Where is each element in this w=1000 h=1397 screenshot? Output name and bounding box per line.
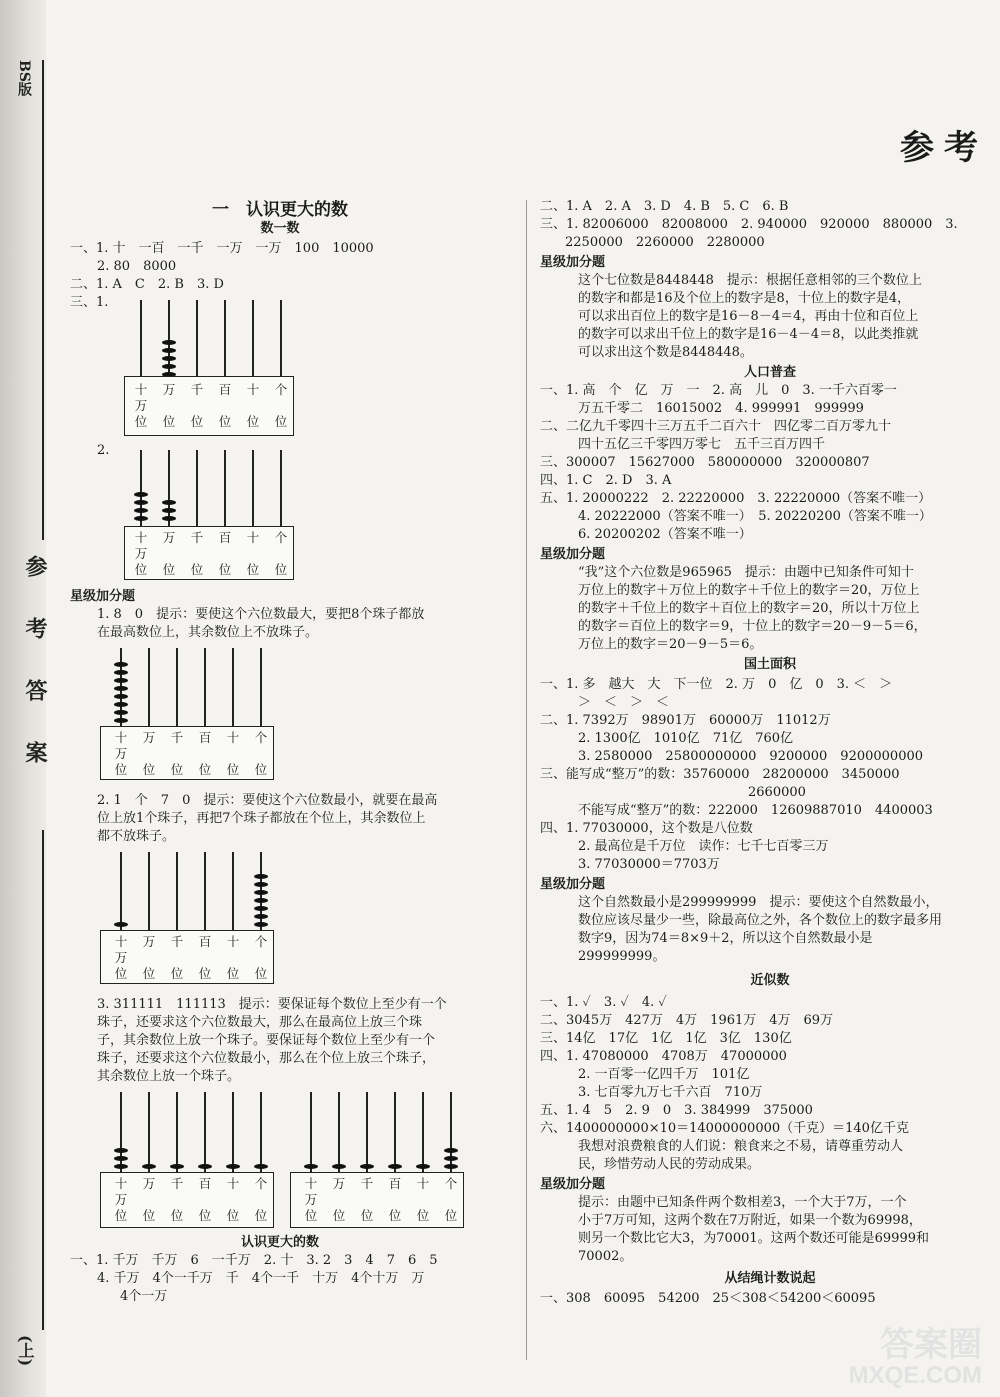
answer-line: 五、1. 20000222 2. 22220000 3. 22220000（答案不唯一） — [540, 491, 932, 506]
answer-line: 可以求出这个数是8448448。 — [578, 345, 753, 360]
answer-line: 可以求出百位上的数字是16－8－4＝4，再由十位和百位上 — [578, 309, 919, 324]
answer-line: 珠子，还要求这个六位数最大，那么在最高位上放三个珠 — [97, 1015, 423, 1030]
answer-line: 万五千零二 16015002 4. 999991 999999 — [578, 401, 864, 416]
answer-line: 2. 80 8000 — [97, 259, 177, 274]
sidebar-volume-label: (上) — [16, 1335, 35, 1367]
answer-line: 数位应该尽量少一些，除最高位之外，各个数位上的数字最多用 — [578, 913, 943, 928]
answer-line: 的数字可以求出千位上的数字是16－4－4＝8，以此类推就 — [578, 327, 919, 342]
edition-label: BS版 — [16, 60, 32, 96]
answer-line: 一、1. ✓ 3. ✓ 4. ✓ — [540, 995, 667, 1010]
answer-line: 2. 一百零一亿四千万 101亿 — [578, 1067, 750, 1082]
answer-line: 民，珍惜劳动人民的劳动成果。 — [578, 1157, 761, 1172]
chapter-title: 一 认识更大的数 — [212, 200, 348, 220]
answer-line: 三、14亿 17亿 1亿 1亿 3亿 130亿 — [540, 1031, 792, 1046]
abacus-diagram: 十 万 位 万 位 千 位 百 位 十 位 个 位 — [100, 852, 272, 984]
answer-line: 四、1. C 2. D 3. A — [540, 473, 672, 488]
answer-line: 万位上的数字＋万位上的数字＋千位上的数字＝20，万位上 — [578, 583, 920, 598]
column-divider — [526, 200, 527, 1360]
answer-line: 一、1. 十 一百 一千 一万 一万 100 10000 — [70, 241, 374, 256]
answer-line: 四、1. 77030000，这个数是八位数 — [540, 821, 753, 836]
watermark-brand: 答案圈 — [880, 1326, 982, 1364]
answer-line: 二、1. A 2. A 3. D 4. B 5. C 6. B — [540, 199, 789, 214]
answer-line: 其余数位上放一个珠子。 — [97, 1069, 241, 1084]
answer-line: 四十五亿三千零四万零七 五千三百万四千 — [578, 437, 826, 452]
answer-line: 2. 1 个 7 0 提示：要使这个六位数最小，就要在最高 — [97, 793, 438, 808]
watermark — [849, 1327, 982, 1389]
bonus-title: 星级加分题 — [540, 255, 606, 270]
answer-line: 的数字＋千位上的数字＋百位上的数字＝20，所以十万位上 — [578, 601, 920, 616]
answer-line: 1. 8 0 提示：要使这个六位数最大，要把8个珠子都放 — [97, 607, 425, 622]
answer-line: 五、1. 4 5 2. 9 0 3. 384999 375000 — [540, 1103, 813, 1118]
answer-line: 3. 2580000 25800000000 9200000 9200000000 — [578, 749, 924, 764]
answer-line: 珠子，还要求这个六位数最小，那么在个位上放三个珠子， — [97, 1051, 436, 1066]
answer-line: 一、1. 多 越大 大 下一位 2. 万 0 亿 0 3. ＜ ＞ — [540, 677, 893, 692]
answer-line: 3. 77030000＝7703万 — [578, 857, 720, 872]
answer-line: 2. 最高位是千万位 读作：七千七百零三万 — [578, 839, 829, 854]
section-title: 从结绳计数说起 — [724, 1271, 816, 1286]
answer-line: 六、1400000000×10＝14000000000（千克）＝140亿千克 — [540, 1121, 909, 1136]
answer-line: 小于7万可知，这两个数在7万附近，如果一个数为69998， — [578, 1213, 922, 1228]
answer-line: 的数字＝百位上的数字＝9，十位上的数字＝20－9－5＝6， — [578, 619, 927, 634]
answer-line: 299999999。 — [578, 949, 666, 964]
answer-line: 这个七位数是8448448 提示：根据任意相邻的三个数位上 — [578, 273, 922, 288]
answer-line: 不能写成“整万”的数：222000 12609887010 4400003 — [578, 803, 933, 818]
section-title: 数一数 — [260, 221, 300, 236]
answer-line: 万位上的数字＝20－9－5＝6。 — [578, 637, 763, 652]
answer-line: 我想对浪费粮食的人们说：粮食来之不易，请尊重劳动人 — [578, 1139, 904, 1154]
answer-line: 子，其余数位上放一个珠子。要保证每个数位上至少有一个 — [97, 1033, 436, 1048]
answer-line: 2250000 2260000 2280000 — [565, 235, 765, 250]
abacus-diagram: 十 万 位 万 位 千 位 百 位 十 位 个 位 — [100, 648, 272, 780]
answer-line: 4. 20222000（答案不唯一） 5. 20220200（答案不唯一） — [578, 509, 932, 524]
answer-line: 4. 千万 4个一千万 千 4个一千 十万 4个十万 万 — [97, 1271, 425, 1286]
section-title: 近似数 — [750, 973, 790, 988]
answer-line: 二、1. 7392万 98901万 60000万 11012万 — [540, 713, 831, 728]
answer-line: 三、1. — [70, 295, 109, 310]
sidebar-title: 参考答案 — [22, 555, 48, 803]
answer-line: 一、1. 高 个 亿 万 一 2. 高 儿 0 3. 一千六百零一 — [540, 383, 897, 398]
answer-line: 三、1. 82006000 82008000 2. 940000 920000 880000 3. — [540, 217, 958, 232]
answer-line: 二、二亿九千零四十三万五千二百六十 四亿零二百万零九十 — [540, 419, 892, 434]
abacus-diagram: 十 万 位 万 位 千 位 百 位 十 位 个 位 — [100, 1092, 272, 1228]
answer-line: 2660000 — [748, 785, 806, 800]
bonus-title: 星级加分题 — [540, 1177, 606, 1192]
answer-line: 的数字和都是16及个位上的数字是8，十位上的数字是4， — [578, 291, 911, 306]
bonus-title: 星级加分题 — [540, 877, 606, 892]
corner-title: 参考 — [900, 128, 988, 168]
abacus-diagram: 十 万 位 万 位 千 位 百 位 十 位 个 位 — [124, 300, 292, 440]
answer-line: 一、1. 千万 千万 6 一千万 2. 十 3. 2 3 4 7 6 5 — [70, 1253, 438, 1268]
answer-line: 4个一万 — [120, 1289, 168, 1304]
answer-line: 二、1. A C 2. B 3. D — [70, 277, 224, 292]
answer-line: 2. — [97, 443, 110, 458]
answer-line: 3. 311111 111113 提示：要保证每个数位上至少有一个 — [97, 997, 447, 1012]
answer-line: 都不放珠子。 — [97, 829, 176, 844]
sidebar-rule-top — [42, 60, 44, 540]
answer-line: 四、1. 47080000 4708万 47000000 — [540, 1049, 787, 1064]
bonus-title: 星级加分题 — [70, 589, 136, 604]
answer-line: 在最高数位上，其余数位上不放珠子。 — [97, 625, 319, 640]
answer-line: 70002。 — [578, 1249, 633, 1264]
answer-line: 位上放1个珠子，再把7个珠子都放在个位上，其余数位上 — [97, 811, 426, 826]
answer-line: 二、3045万 427万 4万 1961万 4万 69万 — [540, 1013, 834, 1028]
watermark-url: MXQE.COM — [848, 1362, 982, 1389]
answer-line: 3. 七百零九万七千六百 710万 — [578, 1085, 763, 1100]
abacus-diagram: 十 万 位 万 位 千 位 百 位 十 位 个 位 — [124, 450, 292, 580]
abacus-diagram: 十 万 位 万 位 千 位 百 位 十 位 个 位 — [290, 1092, 462, 1228]
answer-line: 数字9，因为74＝8×9＋2，所以这个自然数最小是 — [578, 931, 873, 946]
section-title: 认识更大的数 — [240, 1235, 319, 1250]
answer-line: 这个自然数最小是299999999 提示：要使这个自然数最小， — [578, 895, 939, 910]
answer-line: 则另一个数比它大3，为70001。这两个数还可能是69999和 — [578, 1231, 929, 1246]
answer-line: 6. 20200202（答案不唯一） — [578, 527, 752, 542]
sidebar-rule-bottom — [42, 830, 44, 1330]
answer-line: 三、能写成“整万”的数：35760000 28200000 3450000 — [540, 767, 900, 782]
bonus-title: 星级加分题 — [540, 547, 606, 562]
answer-line: 2. 1300亿 1010亿 71亿 760亿 — [578, 731, 794, 746]
section-title: 国土面积 — [743, 657, 796, 672]
answer-line: “我”这个六位数是965965 提示：由题中已知条件可知十 — [578, 565, 914, 580]
answer-line: ＞ ＜ ＞ ＜ — [578, 695, 670, 710]
answer-line: 提示：由题中已知条件两个数相差3，一个大于7万，一个 — [578, 1195, 907, 1210]
answer-line: 一、308 60095 54200 25＜308＜54200＜60095 — [540, 1291, 876, 1306]
section-title: 人口普查 — [743, 365, 796, 380]
answer-line: 三、300007 15627000 580000000 320000807 — [540, 455, 870, 470]
